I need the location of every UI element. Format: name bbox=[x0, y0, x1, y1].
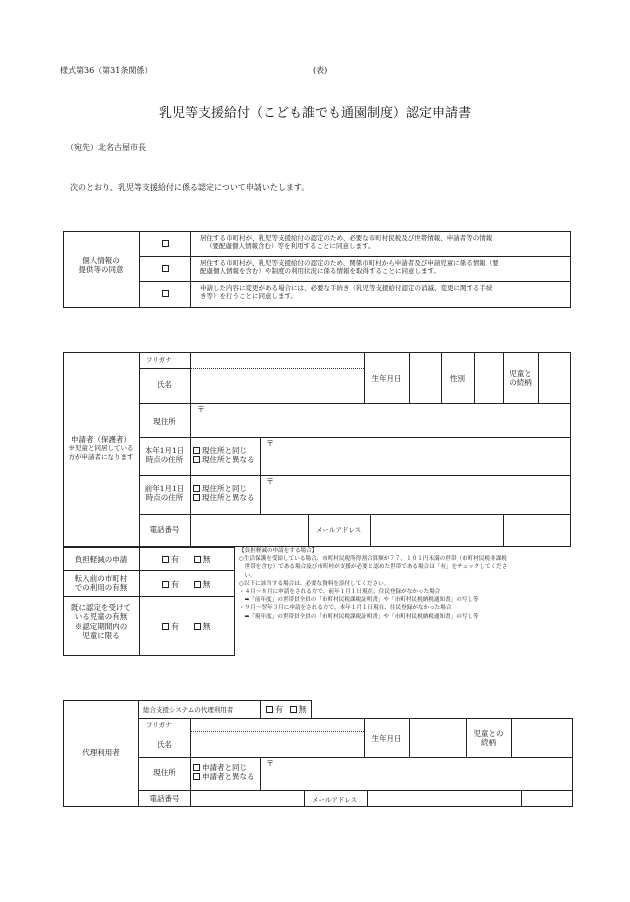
proxy-system-yes-option[interactable]: 有 bbox=[266, 705, 283, 714]
checkbox[interactable] bbox=[193, 773, 200, 780]
applicant-postal-mark: 〒 bbox=[197, 405, 205, 414]
checkbox[interactable] bbox=[266, 706, 273, 713]
proxy-birth-field[interactable] bbox=[410, 719, 465, 756]
applicant-email-label: メールアドレス bbox=[316, 526, 362, 534]
checkbox[interactable] bbox=[193, 456, 200, 463]
proxy-email-label: メールアドレス bbox=[312, 796, 358, 804]
transfer-usage-label: 転入前の市町村 での利用の有無 bbox=[74, 574, 128, 593]
applicant-birth-field[interactable] bbox=[410, 353, 440, 402]
checkbox[interactable] bbox=[290, 706, 297, 713]
applicant-relation-label: 児童と の続柄 bbox=[509, 369, 532, 388]
proxy-email-field[interactable] bbox=[369, 791, 519, 806]
consent-checkbox-2[interactable] bbox=[162, 265, 169, 272]
applicant-furigana-field[interactable] bbox=[192, 353, 362, 367]
form-title: 乳児等支援給付（こども誰でも通園制度）認定申請書 bbox=[158, 106, 471, 121]
proxy-relation-field[interactable] bbox=[512, 719, 572, 756]
jan-prev-postal-mark: 〒 bbox=[266, 477, 274, 486]
proxy-postal-mark: 〒 bbox=[266, 759, 274, 768]
proxy-label: 代理利用者 bbox=[82, 748, 120, 757]
consent-item-2: 居住する市町村が、乳児等支援給付の認定のため、関係市町村から申請者及び申請児童に係る情報（要 配慮個人情報を含む）や制度の利用状況に係る情報を取得することに同意します。 bbox=[200, 259, 499, 276]
jan-prev-same-option[interactable]: 現住所と同じ bbox=[193, 484, 255, 493]
transfer-options bbox=[162, 580, 211, 590]
reduction-notes: 【負担軽減の申請をする場合】 ○生活保護を受給している場合、市町村民税所得割合算額が７７，１０１円未満の世帯（市町村民税非課税 世帯を含む）である場合及び市町村が支援が必要と認めた世帯である場合は「有」をチェックしてくださ い。 ○以下に該当する場合は、必要な資料を添付してください。 ・４月～８月に申請をされる方で、前年１月１日現在、住民登録がなかった場合 ➡「前年度」の世帯員全員の「市町村民税課税証明書」や「市町村民税納税通知書」の写し等 ・９月～翌年３月に申請をされる方で、本年１月１日現在、住民登録がなかった場合 ➡「現年度」の世帯員全員の「市町村民税課税証明書」や「市町村民税納税通知書」の写し等 bbox=[239, 548, 508, 620]
proxy-address-options bbox=[193, 763, 255, 782]
checkbox[interactable] bbox=[162, 623, 169, 630]
jan-this-postal-mark: 〒 bbox=[266, 439, 274, 448]
consent-checkbox-1[interactable] bbox=[162, 240, 169, 247]
proxy-name-field[interactable] bbox=[192, 733, 362, 755]
proxy-furigana-label: フリガナ bbox=[146, 721, 172, 729]
jan-this-year-label: 本年1月1日 時点の住所 bbox=[144, 446, 185, 465]
consent-item-1: 居住する市町村が、乳児等支援給付の認定のため、必要な市町村民税及び世帯情報、申請者等の情報 （要配慮個人情報含む）等を利用することに同意します。 bbox=[200, 234, 493, 251]
addressee: （宛先）北名古屋市長 bbox=[66, 143, 146, 152]
consent-item-3: 申請した内容に変更がある場合には、必要な手続き（乳児等支援給付認定の消滅、変更に関する手続 き等）を行うことに同意します。 bbox=[200, 284, 493, 301]
checkbox[interactable] bbox=[193, 494, 200, 501]
checkbox[interactable] bbox=[194, 581, 201, 588]
burden-reduction-label: 負担軽減の申請 bbox=[74, 555, 128, 564]
burden-yes-option[interactable]: 有 bbox=[162, 555, 179, 564]
applicant-sex-field[interactable] bbox=[475, 353, 502, 402]
proxy-furigana-field[interactable] bbox=[192, 719, 362, 730]
applicant-address-field[interactable] bbox=[207, 405, 567, 435]
checkbox[interactable] bbox=[194, 623, 201, 630]
jan-this-same-option[interactable]: 現住所と同じ bbox=[193, 446, 255, 455]
jan-prev-options bbox=[193, 484, 255, 503]
applicant-address-label: 現住所 bbox=[153, 417, 176, 426]
proxy-birth-label: 生年月日 bbox=[371, 734, 402, 743]
proxy-same-option[interactable]: 申請者と同じ bbox=[193, 763, 255, 772]
jan-prev-different-option[interactable]: 現住所と異なる bbox=[193, 493, 255, 502]
intro-text: 次のとおり、乳児等支援給付に係る認定について申請いたします。 bbox=[70, 183, 310, 192]
checkbox[interactable] bbox=[162, 581, 169, 588]
applicant-birth-label: 生年月日 bbox=[371, 374, 402, 383]
transfer-no-option[interactable]: 無 bbox=[194, 580, 211, 589]
jan-prev-address-field[interactable] bbox=[276, 477, 568, 511]
applicant-name-label: 氏名 bbox=[157, 380, 172, 389]
proxy-system-options bbox=[266, 705, 307, 715]
certified-no-option[interactable]: 無 bbox=[194, 622, 211, 631]
proxy-phone-field[interactable] bbox=[192, 791, 302, 806]
proxy-address-field[interactable] bbox=[276, 759, 570, 788]
consent-label: 個人情報の 提供等の同意 bbox=[78, 256, 124, 275]
proxy-phone-label: 電話番号 bbox=[149, 794, 180, 803]
proxy-address-label: 現住所 bbox=[153, 768, 176, 777]
applicant-furigana-label: フリガナ bbox=[146, 356, 172, 364]
proxy-relation-label: 児童との 続柄 bbox=[473, 729, 504, 748]
checkbox[interactable] bbox=[193, 764, 200, 771]
proxy-different-option[interactable]: 申請者と異なる bbox=[193, 772, 255, 781]
certified-options bbox=[162, 622, 211, 632]
jan-prev-year-label: 前年1月1日 時点の住所 bbox=[144, 484, 185, 503]
certified-child-label: 既に認定を受けて いる児童の有無 ※認定期間内の 児童に限る bbox=[71, 603, 131, 641]
burden-options bbox=[162, 555, 211, 565]
jan-this-different-option[interactable]: 現住所と異なる bbox=[193, 455, 255, 464]
applicant-sex-label: 性別 bbox=[450, 374, 465, 383]
applicant-label: 申請者（保護者） ※児童と同居している 方が申請者になります bbox=[68, 435, 134, 461]
proxy-system-no-option[interactable]: 無 bbox=[290, 705, 307, 714]
form-number: 様式第36（第31条関係） bbox=[60, 66, 153, 75]
transfer-yes-option[interactable]: 有 bbox=[162, 580, 179, 589]
applicant-email-field[interactable] bbox=[372, 516, 501, 545]
jan-this-options bbox=[193, 446, 255, 465]
applicant-phone-field[interactable] bbox=[192, 516, 306, 545]
checkbox[interactable] bbox=[162, 556, 169, 563]
applicant-phone-label: 電話番号 bbox=[149, 525, 180, 534]
consent-checkbox-3[interactable] bbox=[162, 290, 169, 297]
checkbox[interactable] bbox=[193, 447, 200, 454]
applicant-relation-field[interactable] bbox=[539, 353, 570, 402]
proxy-system-label: 総合支援システムの代理利用者 bbox=[143, 706, 234, 714]
applicant-name-field[interactable] bbox=[192, 370, 362, 402]
proxy-name-label: 氏名 bbox=[157, 740, 172, 749]
jan-this-address-field[interactable] bbox=[276, 439, 568, 473]
side-indicator: (表) bbox=[313, 66, 328, 75]
checkbox[interactable] bbox=[193, 485, 200, 492]
burden-no-option[interactable]: 無 bbox=[194, 555, 211, 564]
checkbox[interactable] bbox=[194, 556, 201, 563]
certified-yes-option[interactable]: 有 bbox=[162, 622, 179, 631]
